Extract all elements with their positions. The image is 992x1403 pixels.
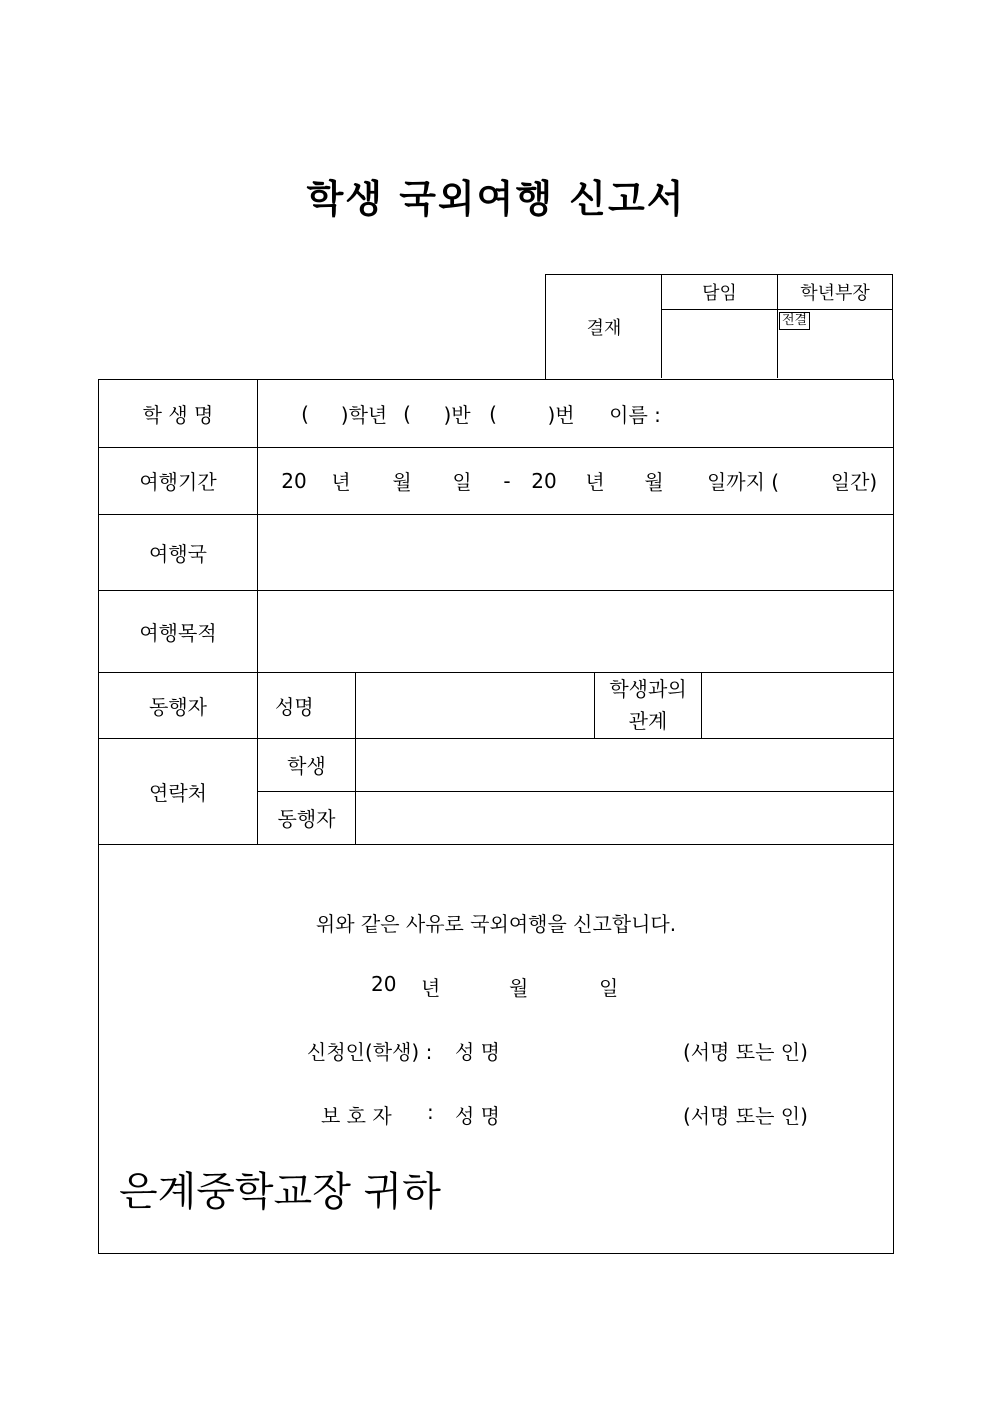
approval-head-label: 학년부장	[800, 283, 870, 304]
relation-label-line2: 관계	[628, 709, 668, 733]
purpose-label: 여행목적	[139, 620, 217, 645]
applicant-name-label: 성 명	[455, 1040, 500, 1064]
country-input[interactable]	[258, 514, 892, 590]
number-input[interactable]	[499, 380, 543, 447]
period-days: 일간)	[830, 470, 878, 494]
period-label: 여행기간	[139, 470, 217, 494]
guardian-colon: :	[427, 1100, 434, 1124]
class-open: (	[403, 401, 411, 426]
guardian-name-label: 성 명	[455, 1104, 500, 1128]
date-year-unit: 년	[421, 976, 441, 1000]
declaration-statement: 위와 같은 사유로 국외여행을 신고합니다.	[315, 912, 677, 936]
applicant-label: 신청인(학생) :	[307, 1040, 433, 1064]
companion-label: 동행자	[149, 694, 207, 719]
purpose-input[interactable]	[258, 590, 892, 672]
contact-student-label: 학생	[287, 754, 326, 778]
relation-input[interactable]	[702, 672, 892, 738]
contact-companion-label: 동행자	[277, 807, 336, 831]
period-month1: 월	[392, 470, 412, 494]
guardian-label: 보 호 자	[321, 1104, 392, 1128]
student-label: 학 생 명	[142, 403, 214, 427]
contact-label: 연락처	[149, 780, 207, 805]
period-year1: 년	[331, 470, 351, 494]
contact-companion-input[interactable]	[356, 791, 892, 844]
date-year: 20	[371, 972, 397, 996]
relation-label	[595, 672, 701, 738]
number-label: )번	[547, 403, 575, 427]
period-year2: 년	[585, 470, 605, 494]
period-dash: -	[503, 468, 511, 493]
relation-label-line1: 학생과의	[609, 677, 687, 701]
period-month2: 월	[644, 470, 664, 494]
class-input[interactable]	[413, 380, 439, 447]
approval-homeroom-sign[interactable]	[662, 310, 777, 378]
number-open: (	[489, 401, 497, 426]
guardian-sign[interactable]: (서명 또는 인)	[683, 1104, 808, 1128]
addressee: 은계중학교장 귀하	[119, 1169, 441, 1215]
approval-homeroom-label: 담임	[702, 283, 737, 304]
delegated-stamp: 전결	[779, 312, 810, 330]
approval-box	[545, 274, 893, 380]
applicant-sign[interactable]: (서명 또는 인)	[683, 1040, 808, 1064]
report-form	[98, 379, 894, 1254]
page-title: 학생 국외여행 신고서	[306, 177, 686, 221]
student-name-label: 이름 :	[609, 403, 661, 427]
companion-name-input[interactable]	[356, 672, 594, 738]
student-name-input[interactable]	[671, 380, 891, 447]
period-from-year: 20	[281, 468, 307, 493]
period-day1: 일	[452, 470, 472, 494]
date-month-unit: 월	[509, 976, 529, 1000]
period-until: 일까지 (	[706, 470, 780, 494]
country-label: 여행국	[149, 541, 207, 566]
companion-name-label: 성명	[275, 694, 314, 719]
date-day-unit: 일	[599, 976, 619, 1000]
period-to-year: 20	[531, 468, 557, 493]
class-label: )반	[443, 403, 471, 427]
approval-label: 결재	[586, 317, 622, 339]
contact-student-input[interactable]	[356, 738, 892, 791]
grade-label: )학년	[340, 403, 388, 427]
grade-open: (	[301, 401, 309, 426]
